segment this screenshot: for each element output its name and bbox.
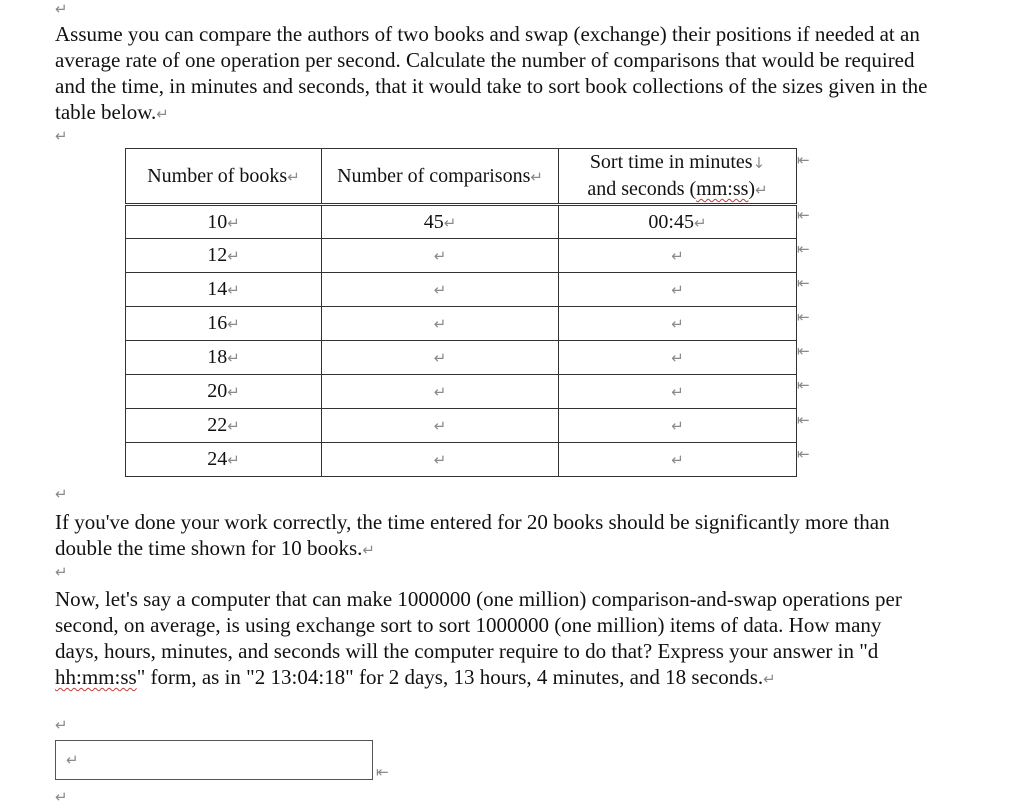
cell-sort-time[interactable] — [559, 341, 797, 375]
cell-mark: ↵ — [755, 181, 768, 199]
cell-mark: ↵ — [671, 417, 684, 435]
cell-books[interactable] — [126, 205, 322, 239]
paragraph-mark: ↵ — [156, 105, 169, 123]
cell-mark: ↵ — [227, 315, 240, 333]
cell-mark: ↵ — [287, 167, 300, 186]
cell-sort-time[interactable] — [559, 307, 797, 341]
header-number-of-comparisons[interactable] — [322, 149, 559, 205]
cell-mark: ↵ — [671, 349, 684, 367]
cell-comparisons[interactable] — [322, 341, 559, 375]
cell-mark: ↵ — [671, 383, 684, 401]
cell-books-value: 14 — [207, 278, 228, 300]
cell-comparisons[interactable] — [322, 307, 559, 341]
cell-mark: ↵ — [693, 213, 707, 232]
cell-sort-time[interactable] — [559, 443, 797, 477]
cell-comparisons[interactable] — [322, 205, 559, 239]
paragraph-mark: ↵ — [55, 788, 68, 806]
cell-mark: ↵ — [433, 349, 447, 367]
cell-mark: ↵ — [671, 315, 684, 333]
computer-paragraph — [55, 586, 915, 692]
cell-mark: ↵ — [433, 247, 447, 265]
cell-books[interactable] — [126, 443, 322, 477]
cell-books-value: 22 — [207, 414, 228, 436]
cell-comparisons[interactable] — [322, 239, 559, 273]
row-end-mark: ⇤ — [797, 240, 810, 258]
cell-books[interactable] — [126, 341, 322, 375]
format-hhmmss: hh:mm:ss — [55, 665, 137, 689]
cell-books-value: 18 — [207, 346, 228, 368]
cell-books[interactable] — [126, 273, 322, 307]
computer-text-post: " form, as in "2 13:04:18" for 2 days, 13 hours, 4 minutes, and 18 seconds. — [136, 665, 764, 689]
header-time-line2-post: ) — [748, 178, 756, 200]
cell-books-value: 16 — [207, 312, 228, 334]
paragraph-mark: ↵ — [55, 485, 68, 503]
cell-sort-time[interactable] — [559, 409, 797, 443]
table-row — [126, 375, 797, 409]
computer-text-pre: Now, let's say a computer that can make 1000000 (one million) comparison-and-swap operations per second, on average, is using exchange sort to sort 1000000 (one million) items of data. How many days, hours, minutes, and seconds will the computer require to do that? Express your answer in "d — [55, 587, 902, 663]
cell-mark: ↵ — [433, 383, 447, 401]
row-end-mark: ⇤ — [797, 308, 810, 326]
paragraph-mark: ↵ — [55, 716, 68, 734]
row-end-mark: ⇤ — [797, 445, 810, 463]
cell-mark: ↵ — [227, 451, 240, 469]
cell-mark: ↵ — [671, 281, 684, 299]
paragraph-mark: ↵ — [55, 127, 68, 145]
cell-mark: ↵ — [671, 247, 684, 265]
table-row — [126, 341, 797, 375]
table-row — [126, 273, 797, 307]
cell-sort-time[interactable] — [559, 273, 797, 307]
cell-mark: ↵ — [227, 383, 240, 401]
paragraph-mark: ↵ — [763, 670, 776, 688]
cell-mark: ↵ — [227, 417, 240, 435]
header-number-of-books[interactable] — [126, 149, 322, 205]
intro-text: Assume you can compare the authors of two books and swap (exchange) their positions if needed at an average rate of one operation per second. Calculate the number of comparisons that would be required and the time, in minutes and seconds, that it would take to sort book collections of the sizes given in the table below. — [55, 22, 928, 124]
table-row — [126, 409, 797, 443]
cell-mark: ↵ — [433, 315, 447, 333]
table-row — [126, 443, 797, 477]
cell-mark: ↵ — [433, 417, 447, 435]
paragraph-mark: ↵ — [55, 563, 68, 581]
cell-sort-time[interactable] — [559, 375, 797, 409]
cell-sort-time[interactable] — [559, 205, 797, 239]
check-paragraph — [55, 509, 935, 563]
cell-books-value: 24 — [207, 448, 228, 470]
sort-time-table — [125, 148, 797, 477]
intro-paragraph — [55, 21, 935, 127]
answer-input-box[interactable] — [55, 740, 373, 780]
paragraph-mark: ↵ — [55, 0, 68, 18]
cell-books-value: 20 — [207, 380, 228, 402]
table-header-row — [126, 149, 797, 205]
row-end-mark: ⇤ — [797, 151, 810, 169]
cell-books[interactable] — [126, 239, 322, 273]
check-text: If you've done your work correctly, the time entered for 20 books should be significantly more than double the time shown for 10 books. — [55, 510, 890, 560]
table-row — [126, 307, 797, 341]
row-end-mark: ⇤ — [797, 274, 810, 292]
cell-mark: ↵ — [433, 451, 447, 469]
paragraph-mark: ↵ — [362, 541, 375, 559]
row-end-mark: ⇤ — [797, 376, 810, 394]
cell-sort-time[interactable] — [559, 239, 797, 273]
cell-books[interactable] — [126, 307, 322, 341]
cell-mark: ↵ — [433, 281, 447, 299]
cell-mark: ↵ — [227, 213, 240, 232]
cell-mark: ↵ — [671, 451, 684, 469]
cell-mark: ↵ — [66, 751, 79, 769]
cell-comparisons[interactable] — [322, 409, 559, 443]
row-end-mark: ⇤ — [376, 763, 389, 781]
cell-mark: ↵ — [227, 281, 240, 299]
row-end-mark: ⇤ — [797, 342, 810, 360]
cell-mark: ↵ — [227, 349, 240, 367]
cell-comparisons[interactable] — [322, 273, 559, 307]
header-time-line2-pre: and seconds ( — [587, 178, 697, 200]
cell-sort-time-value: 00:45 — [648, 210, 694, 233]
table-body — [126, 205, 797, 477]
row-end-mark: ⇤ — [797, 411, 810, 429]
header-comparisons-text: Number of comparisons — [337, 164, 531, 187]
cell-books-value: 12 — [207, 244, 228, 266]
header-books-text: Number of books — [147, 164, 288, 187]
table-row — [126, 205, 797, 239]
cell-comparisons-value: 45 — [423, 210, 444, 233]
cell-mark: ↵ — [443, 213, 457, 232]
row-end-mark: ⇤ — [797, 206, 810, 224]
table-row — [126, 239, 797, 273]
cell-books[interactable] — [126, 375, 322, 409]
cell-books[interactable] — [126, 409, 322, 443]
cell-comparisons[interactable] — [322, 443, 559, 477]
header-time-line2-format: mm:ss — [696, 178, 749, 200]
cell-mark: ↵ — [530, 167, 543, 186]
cell-mark: ↵ — [227, 247, 240, 265]
cell-comparisons[interactable] — [322, 375, 559, 409]
header-time-line1: Sort time in minutes — [589, 151, 753, 173]
line-break-mark: ↓ — [752, 154, 766, 172]
cell-books-value: 10 — [207, 210, 228, 233]
header-sort-time[interactable] — [559, 149, 797, 205]
